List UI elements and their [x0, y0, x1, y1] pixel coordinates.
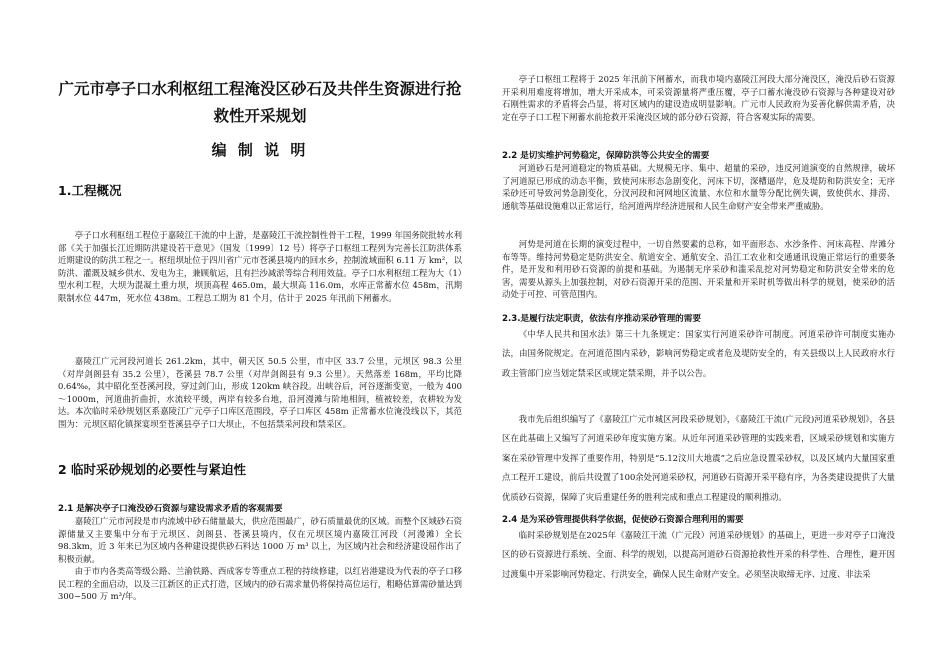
section-2-2-paragraph-2: 河势是河道在长期的演变过程中，一切自然要素的总称，如平面形态、水沙条件、河床高程、岸滩分布等等。维持河势稳定是防洪安全、航道安全、通航安全、沿江工农业和交通通讯设施正常运行的重要条件，是开发和利用砂石资源的前提和基础。为遏制无序采砂和滥采乱挖对河势稳定和防洪安全带来的危害，需要从源头上加强控制，对砂石资源开采的范围、开采量和开采时机等做出科学的规划，使采砂的活动处于可控、可管范围内。: [502, 239, 895, 300]
section-2-heading: 2 临时采砂规划的必要性与紧迫性: [58, 462, 247, 477]
section-2-1-paragraph-1: 嘉陵江广元市河段是市内流域中砂石储量最大，供应范围最广，砂石质量最优的区域。而整个区域砂石资源储量又主要集中分布于元坝区、剑阁县、苍溪县境内，仅在元坝区境内嘉陵江河段（河漫滩）全长 98.3km，近 3 年来已为区域内各种建设提供砂石料达 1000 万 m³ 以上，为区域内社会和经济建设屈作出了积极贡献。: [58, 516, 462, 564]
section-2-2-paragraph-1: 河道砂石是河道稳定的物质基础。大规模无序、集中、超量的采砂，违反河道演变的自然规律，破坏了河道原已形成的动态平衡，致使河床形态急剧变化，河床下切，深槽逼岸，危及堤防和防洪安全；无序采砂还可导致河势急剧变化，分汊河段和河网地区流量、水位和水量等分配比例失调，致使供水、排涝、通航等基础设施难以正常运行，给河道两岸经济进展和人民生命财产安全带来严重威胁。: [502, 163, 895, 211]
section-1-heading: 1.工程概况: [58, 183, 122, 198]
section-1-paragraph-1: 亭子口水利枢纽工程位于嘉陵江干流的中上游，是嘉陵江干流控制性骨干工程，1999 年国务院批转水利部《关于加强长江近期防洪建设若干意见》（国发〔1999〕12 号）将亭子口枢纽工程列为完善长江防洪体系近期建设的防洪工程之一。枢纽坝址位于四川省广元市苍溪县境内的回水乡，控制流域面积 6.11 万 km²，以防洪、灌溉及城乡供水、发电为主，兼顾航运，且有拦沙减淤等综合利用效益。亭子口水利枢纽工程为大（1）型水利工程，大坝为混凝土重力坝，坝顶高程 465.0m，最大坝高 116.0m，水库正常蓄水位 458m，汛期限制水位 447m，死水位 438m。工程总工期为 81 个月，估计于 2025 年汛前下闸蓄水。: [58, 230, 462, 303]
document-title: 广元市亭子口水利枢纽工程淹没区砂石及共伴生资源进行抢救性开采规划: [58, 80, 462, 125]
section-2-3-heading: 2.3.是履行法定职责，依法有序推动采砂管理的需要: [502, 314, 701, 324]
section-1-paragraph-2: 嘉陵江广元河段河道长 261.2km，其中，朝天区 50.5 公里，市中区 33.7 公里，元坝区 98.3 公里（对岸剑阁县有 35.2 公里），苍溪县 78.7 公里（对岸剑阁县有 9.3 公里）。天然落差 168m，平均比降 0.64‰，其中昭化至苍溪河段，穿过剑门山，形成 120km 峡谷段。出峡谷后，河谷逐渐变宽，一般为 400～1000m，河道曲折曲折，水流较平缓，两岸有较多台地，沿河漫滩与阶地相间，植被较差，农耕较为发达。本次临时采砂规划区系嘉陵江广元亭子口库区范围段，亭子口库区 458m 正常蓄水位淹没线以下，其范围为：元坝区昭化镇探宴坝至苍溪县亭子口大坝止，不包括禁采河段和禁采区。: [58, 356, 462, 429]
section-2-1-paragraph-3: 亭子口枢纽工程将于 2025 年汛前下闸蓄水，而我市境内嘉陵江河段大部分淹没区，淹没后砂石资源开采利用难度将增加，增大开采成本，可采资源量将严重压覆，亭子口蓄水淹没砂石资源与各种建设对砂石刚性需求的矛盾将会凸显，将对区域内的建设造成明显影响。广元市人民政府为妥善化解供需矛盾，决定在亭子口工程下闸蓄水前抢救开采淹没区域的部分砂石资源，符合客观实际的需要。: [502, 74, 895, 122]
document-subtitle: 编 制 说 明: [211, 141, 309, 159]
section-2-4-heading: 2.4 是为采砂管理提供科学依据，促使砂石资源合理利用的需要: [502, 515, 744, 525]
section-2-3-paragraph-1: 《中华人民共和国水法》第三十九条规定：国家实行河道采砂许可制度。河道采砂许可制度实施办法，由国务院规定。在河道范围内采砂，影响河势稳定或者危及堤防安全的，有关县级以上人民政府水行政主管部门应当划定禁采区或规定禁采期，并予以公告。: [502, 329, 895, 378]
section-2-1-paragraph-2: 由于市内各类高等级公路、兰渝铁路、西成客专等重点工程的持续修建，以红岩港建设为代表的亭子口移民工程的全面启动，以及三江新区的正式打造，区域内的砂石需求量仍将保持高位运行，粗略估算需砂量达到 300~500 万 m³/年。: [58, 566, 462, 602]
section-2-1-heading: 2.1 是解决亭子口淹没砂石资源与建设需求矛盾的客观需要: [58, 504, 283, 514]
section-2-4-paragraph-1: 临时采砂规划是在2025年《嘉陵江干流（广元段）河道采砂规划》的基础上，更进一步对亭子口淹没区的砂石资源进行系统、全面、科学的规划，以提高河道砂石资源抢救性开采的科学性、合理性，避开因过渡集中开采影响河势稳定、行洪安全，确保人民生命财产安全。必须坚决取缔无序、过度、非法采: [502, 530, 895, 579]
section-2-3-paragraph-2: 我市先后组织编写了《嘉陵江广元市城区河段采砂规划》，《嘉陵江干流(广元段)河道采砂规划》，各县区在此基础上又编写了河道采砂年度实施方案。从近年河道采砂管理的实践来看，区域采砂规划和实施方案在采砂管理中发挥了重要作用，特别是“5.12汶川大地震”之后应急设置采砂权，以及区域内大量国家重点工程开工建设，前后共设置了100余处河道采砂权，河道砂石资源开采平稳有序，为各类建设提供了大量优质砂石资源，保障了灾后重建任务的胜利完成和重点工程建设的顺利推动。: [502, 414, 895, 502]
section-2-2-heading: 2.2 是切实维护河势稳定，保障防洪等公共安全的需要: [502, 151, 710, 161]
